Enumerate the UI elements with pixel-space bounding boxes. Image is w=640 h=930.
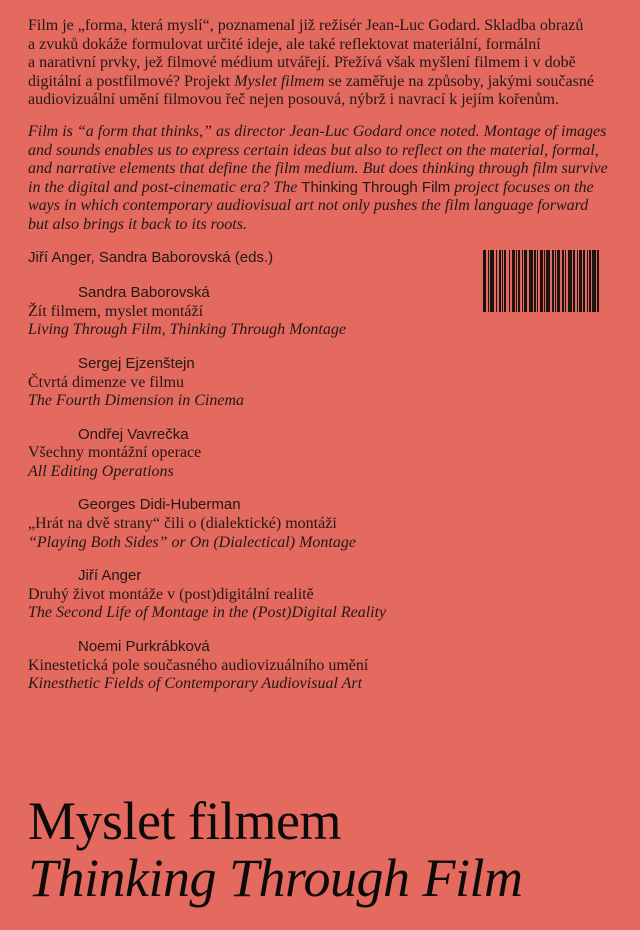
entry-author: Ondřej Vavrečka [78, 425, 189, 443]
intro-paragraph-czech [28, 17, 640, 110]
project-title-inline-english: Thinking Through Film [301, 178, 451, 196]
contents-entry [28, 426, 640, 482]
table-of-contents [28, 284, 640, 694]
intro-en-line: and sounds enables us to express certain ideas but also to reflect on the material, formal, [28, 141, 599, 159]
entry-author: Georges Didi-Huberman [78, 496, 241, 514]
entry-title-english: The Second Life of Montage in the (Post)Digital Reality [28, 604, 387, 622]
entry-title-english: “Playing Both Sides” or On (Dialectical) Montage [28, 533, 356, 551]
intro-en-line: ways in which contemporary audiovisual art not only pushes the film language forward [28, 197, 589, 215]
intro-cs-line: audiovizuální umění filmovou řeč nejen posouvá, nýbrž i navrací k jejím kořenům. [28, 91, 559, 109]
editors-line: Jiří Anger, Sandra Baborovská (eds.) [28, 248, 274, 266]
book-title-czech: Myslet filmem [28, 791, 341, 851]
book-title-english: Thinking Through Film [28, 848, 523, 908]
contents-entry [28, 355, 640, 411]
intro-en-line: Film is “a form that thinks,” as director Jean-Luc Godard once noted. Montage of images [28, 122, 607, 140]
intro-en-line: but also brings it back to its roots. [28, 215, 247, 233]
project-title-inline-czech: Myslet filmem [234, 72, 325, 90]
intro-cs-line4-post: se zaměřuje na způsoby, jakými současné [324, 72, 594, 90]
entry-title-czech: Žít filmem, myslet montáží [28, 302, 204, 320]
barcode-icon [483, 250, 599, 312]
entry-author: Sergej Ejzenštejn [78, 354, 195, 372]
contents-entry [28, 496, 640, 552]
contents-entry [28, 638, 640, 694]
entry-author: Jiří Anger [78, 567, 142, 585]
entry-title-czech: Druhý život montáže v (post)digitální realitě [28, 585, 314, 603]
intro-cs-line: a narativní prvky, jež filmové médium utvářejí. Přežívá však myšlení filmem i v době [28, 54, 576, 72]
intro-en-line [28, 179, 640, 198]
intro-cs-line4-pre: digitální a postfilmové? Projekt [28, 72, 235, 90]
intro-en-line4-post: project focuses on the [450, 178, 594, 196]
entry-title-english: Kinesthetic Fields of Contemporary Audiovisual Art [28, 675, 363, 693]
intro-cs-line: Film je „forma, která myslí“, poznamenal již režisér Jean-Luc Godard. Skladba obrazů [28, 17, 584, 34]
entry-author: Sandra Baborovská [78, 284, 210, 302]
intro-cs-line: a zvuků dokáže formulovat určité ideje, ale také reflektovat materiální, formální [28, 35, 541, 53]
entry-title-czech: Čtvrtá dimenze ve filmu [28, 373, 184, 391]
entry-author: Noemi Purkrábková [78, 638, 210, 656]
entry-title-english: Living Through Film, Thinking Through Montage [28, 321, 346, 339]
entry-title-english: The Fourth Dimension in Cinema [28, 392, 244, 410]
intro-paragraph-english [28, 123, 640, 235]
entry-title-english: All Editing Operations [28, 462, 174, 480]
entry-title-czech: Všechny montážní operace [28, 444, 202, 462]
entry-title-czech: Kinestetická pole současného audiovizuálního umění [28, 656, 369, 674]
entry-title-czech: „Hrát na dvě strany“ čili o (dialektické) montáži [28, 515, 337, 533]
intro-en-line: and narrative elements that define the film medium. But does thinking through film survive [28, 160, 608, 178]
contents-entry [28, 567, 640, 623]
cover-text-block [28, 17, 640, 709]
intro-en-line4-pre: in the digital and post-cinematic era? The [28, 178, 302, 196]
intro-cs-line [28, 73, 640, 92]
book-title [28, 793, 523, 907]
